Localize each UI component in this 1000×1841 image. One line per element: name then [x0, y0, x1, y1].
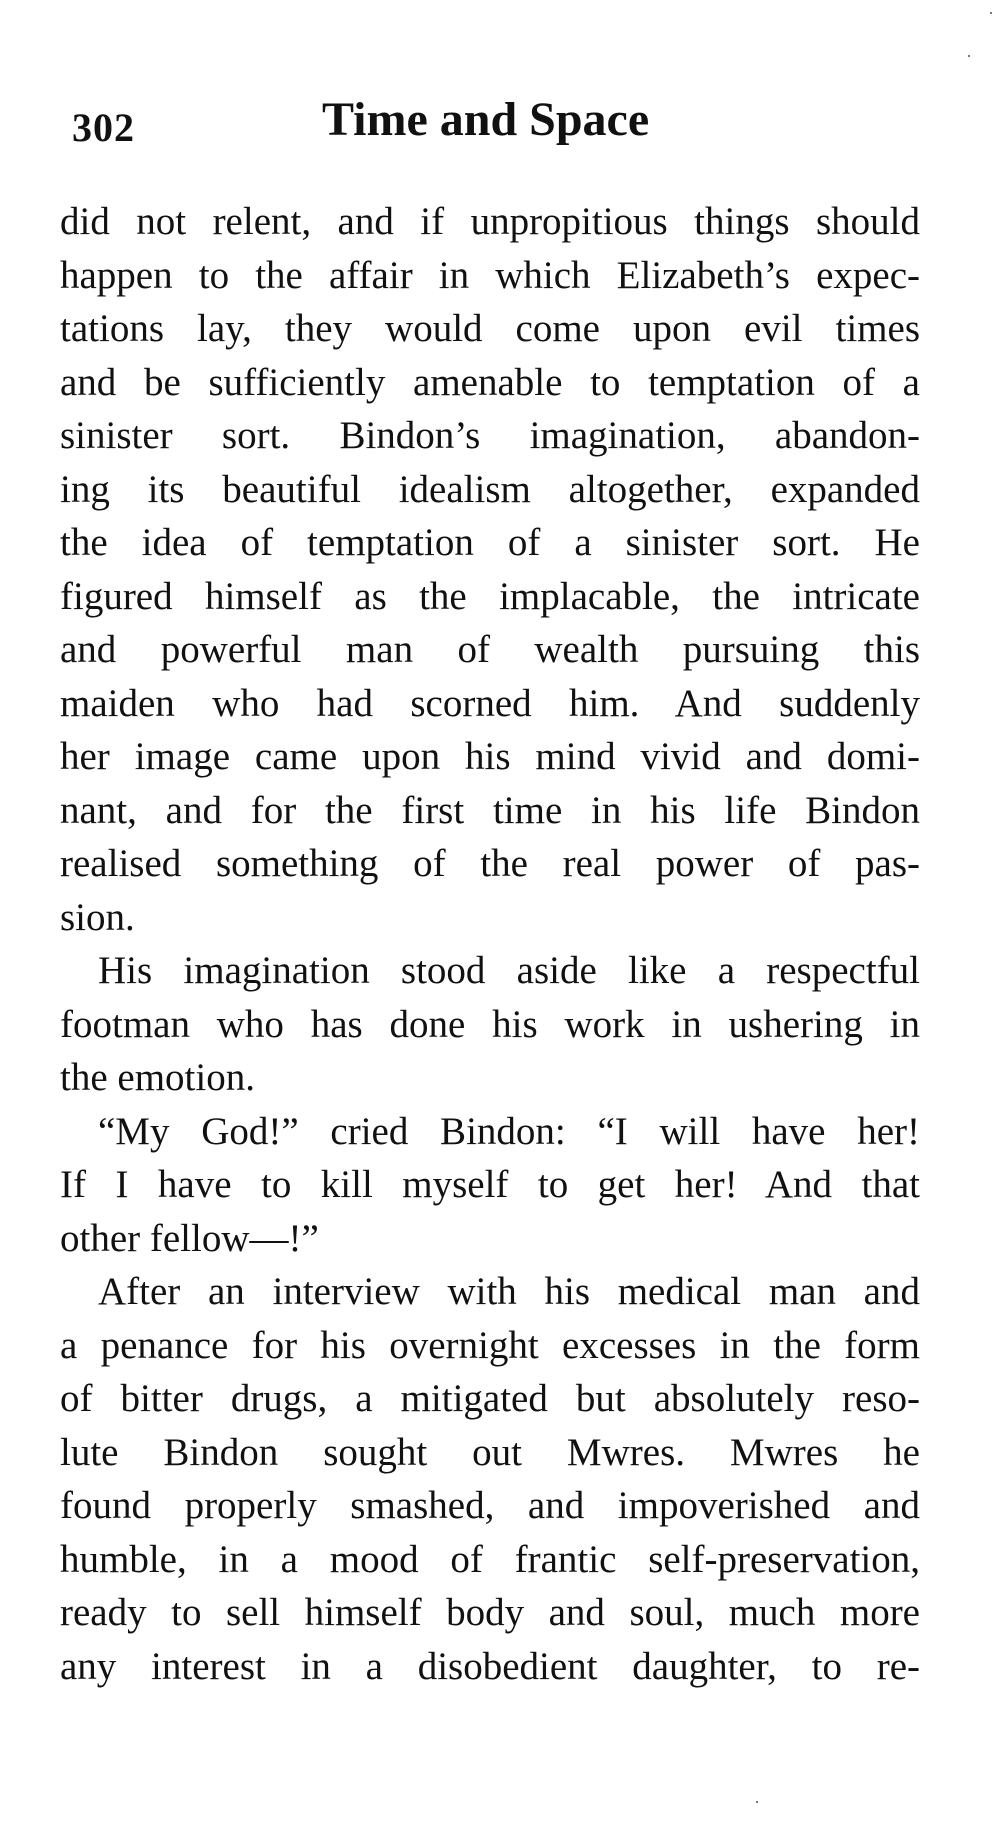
body-text: [60, 195, 920, 1693]
text-line: His imagination stood aside like a respectful: [98, 949, 920, 992]
scan-speck: [968, 55, 970, 57]
text-line: any interest in a disobedient daughter, to re-: [60, 1644, 920, 1688]
text-line: After an interview with his medical man and: [98, 1270, 920, 1313]
text-line: other fellow—!”: [60, 1216, 319, 1260]
running-title: Time and Space: [322, 93, 650, 146]
text-line: humble, in a mood of frantic self-preservation,: [60, 1537, 920, 1581]
text-line: If I have to kill myself to get her! And that: [60, 1163, 920, 1206]
text-line: the emotion.: [60, 1056, 255, 1099]
text-line: her image came upon his mind vivid and domi-: [60, 735, 920, 778]
text-line: of bitter drugs, a mitigated but absolutely reso-: [60, 1377, 920, 1420]
text-line: and powerful man of wealth pursuing this: [60, 628, 920, 671]
text-line: nant, and for the first time in his life Bindon: [60, 788, 920, 832]
scan-speck: [990, 12, 992, 14]
text-line: tations lay, they would come upon evil times: [60, 307, 920, 350]
text-line: sinister sort. Bindon’s imagination, abandon-: [60, 414, 920, 457]
text-line: ready to sell himself body and soul, much more: [60, 1591, 920, 1634]
text-line: realised something of the real power of pas-: [60, 842, 920, 885]
text-line: the idea of temptation of a sinister sort. He: [60, 521, 920, 564]
text-line: happen to the affair in which Elizabeth’s expec-: [60, 253, 920, 297]
text-line: and be sufficiently amenable to temptation of a: [60, 360, 920, 404]
text-line: did not relent, and if unpropitious things should: [60, 200, 920, 243]
text-line: “My God!” cried Bindon: “I will have her!: [98, 1109, 920, 1153]
text-line: footman who has done his work in ushering in: [60, 1002, 920, 1046]
text-line: lute Bindon sought out Mwres. Mwres he: [60, 1430, 920, 1474]
page-number: 302: [72, 105, 135, 150]
text-line: ing its beautiful idealism altogether, expanded: [60, 467, 920, 511]
text-line: maiden who had scorned him. And suddenly: [60, 681, 920, 725]
page-header: [72, 92, 932, 162]
text-line: figured himself as the implacable, the intricate: [60, 574, 920, 618]
text-line: sion.: [60, 895, 135, 939]
scan-speck: [756, 1801, 758, 1803]
text-line: found properly smashed, and impoverished and: [60, 1484, 920, 1527]
text-line: a penance for his overnight excesses in the form: [60, 1323, 920, 1367]
